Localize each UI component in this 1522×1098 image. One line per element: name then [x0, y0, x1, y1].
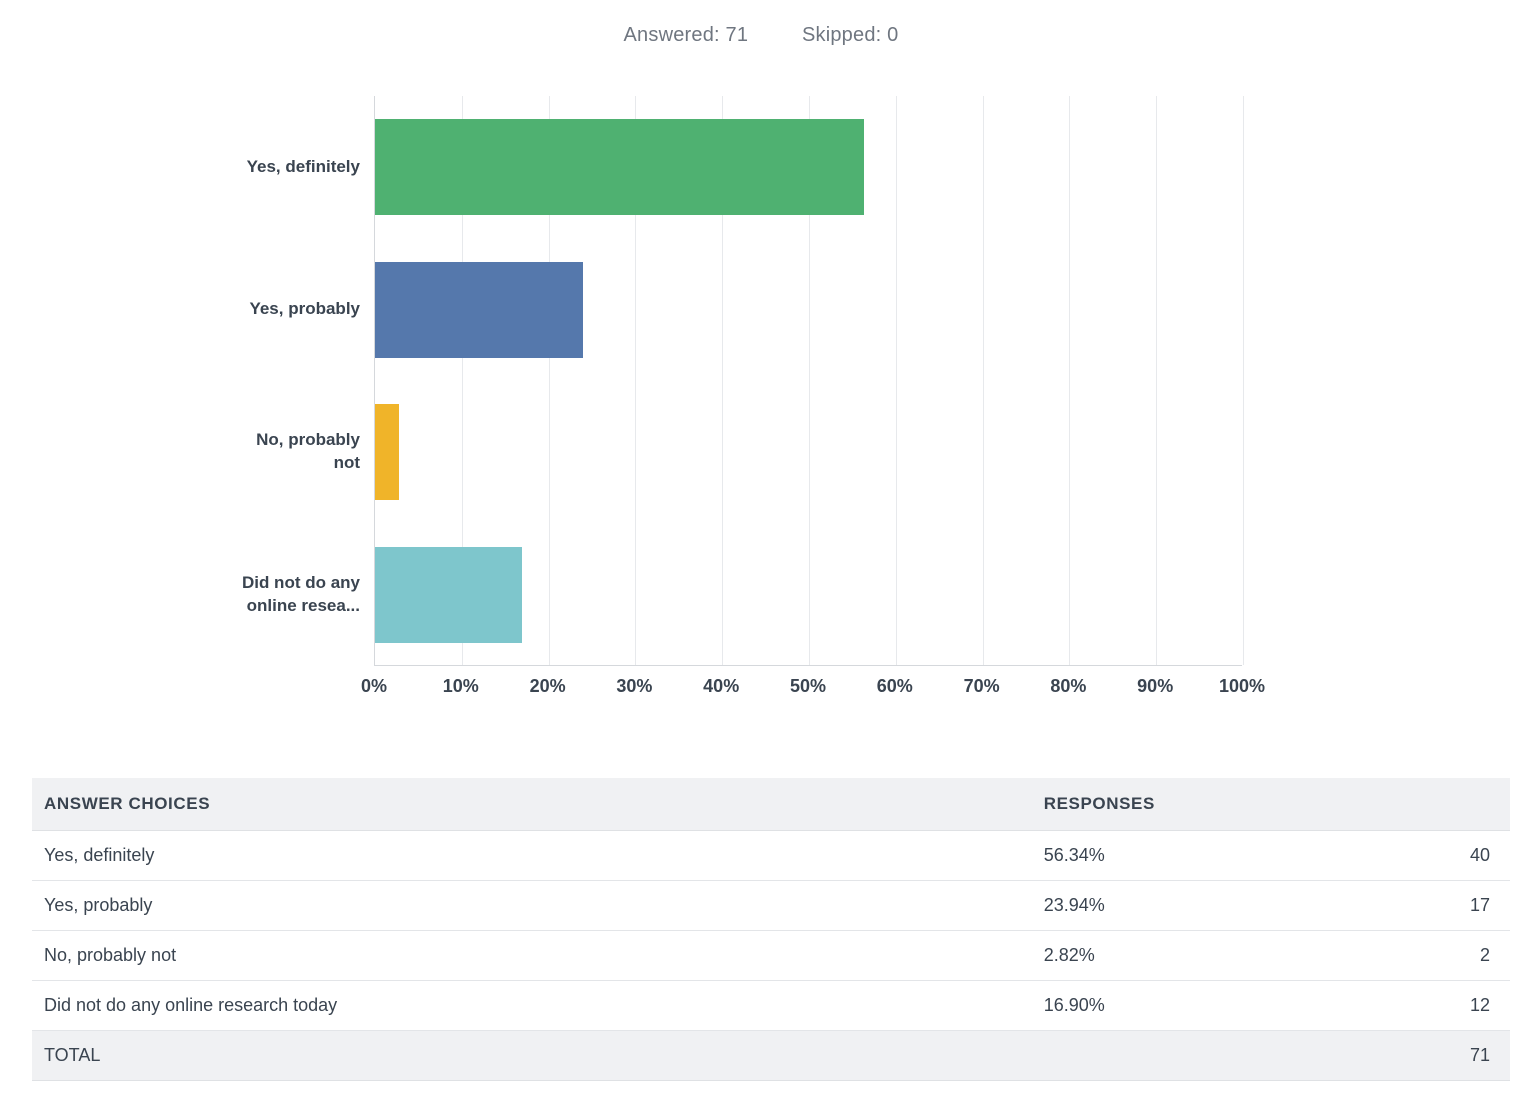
chart-x-tick-label: 20%	[529, 676, 566, 696]
cell-response-percent: 16.90%	[1032, 981, 1343, 1031]
header-responses: RESPONSES	[1032, 778, 1343, 831]
chart-gridline	[1243, 96, 1244, 665]
chart-x-tick-label: 80%	[1050, 676, 1087, 696]
cell-total-percent	[1032, 1031, 1343, 1081]
cell-answer-choice: No, probably not	[32, 931, 1032, 981]
chart-category-label: Yes, definitely	[246, 156, 360, 176]
chart-bar[interactable]	[375, 547, 522, 643]
table-row	[32, 831, 1510, 881]
response-summary	[0, 24, 1522, 47]
chart-bar[interactable]	[375, 262, 583, 358]
chart-bar[interactable]	[375, 404, 399, 500]
chart-bar-row	[375, 239, 1242, 382]
cell-response-count: 12	[1342, 981, 1510, 1031]
cell-response-count: 2	[1342, 931, 1510, 981]
chart-x-tick-label: 40%	[703, 676, 740, 696]
cell-response-count: 17	[1342, 881, 1510, 931]
responses-table	[32, 778, 1510, 1081]
cell-total-label: TOTAL	[32, 1031, 1032, 1081]
chart-bar-row	[375, 96, 1242, 239]
cell-answer-choice: Yes, definitely	[32, 831, 1032, 881]
chart-x-tick-label: 30%	[616, 676, 653, 696]
chart-bar-row	[375, 381, 1242, 524]
answered-count: Answered: 71	[623, 24, 749, 46]
cell-answer-choice: Yes, probably	[32, 881, 1032, 931]
chart-x-tick-label: 0%	[360, 676, 388, 696]
bar-chart	[0, 90, 1522, 730]
chart-x-tick-label: 50%	[789, 676, 827, 696]
table-total-row	[32, 1031, 1510, 1081]
cell-response-percent: 56.34%	[1032, 831, 1343, 881]
cell-response-percent: 23.94%	[1032, 881, 1343, 931]
chart-x-tick-label: 60%	[876, 676, 913, 696]
cell-response-count: 40	[1342, 831, 1510, 881]
header-responses-count	[1342, 778, 1510, 831]
table-row	[32, 981, 1510, 1031]
cell-response-percent: 2.82%	[1032, 931, 1343, 981]
chart-category-label: No, probably not	[256, 430, 360, 473]
chart-bar-row	[375, 524, 1242, 667]
chart-x-tick-label: 90%	[1137, 676, 1174, 696]
chart-x-tick-label: 70%	[963, 676, 1000, 696]
cell-answer-choice: Did not do any online research today	[32, 981, 1032, 1031]
chart-x-axis	[360, 676, 1266, 716]
skipped-count: Skipped: 0	[801, 24, 899, 46]
chart-category-label: Did not do any online resea...	[241, 572, 360, 615]
chart-category-label: Yes, probably	[249, 299, 360, 319]
table-row	[32, 931, 1510, 981]
table-header-row	[32, 778, 1510, 831]
header-answer-choices: ANSWER CHOICES	[32, 778, 1032, 831]
chart-x-tick-label: 10%	[442, 676, 479, 696]
table-row	[32, 881, 1510, 931]
chart-bar[interactable]	[375, 119, 864, 215]
cell-total-count: 71	[1342, 1031, 1510, 1081]
chart-plot-area	[374, 96, 1242, 666]
chart-x-tick-label: 100%	[1218, 676, 1266, 696]
